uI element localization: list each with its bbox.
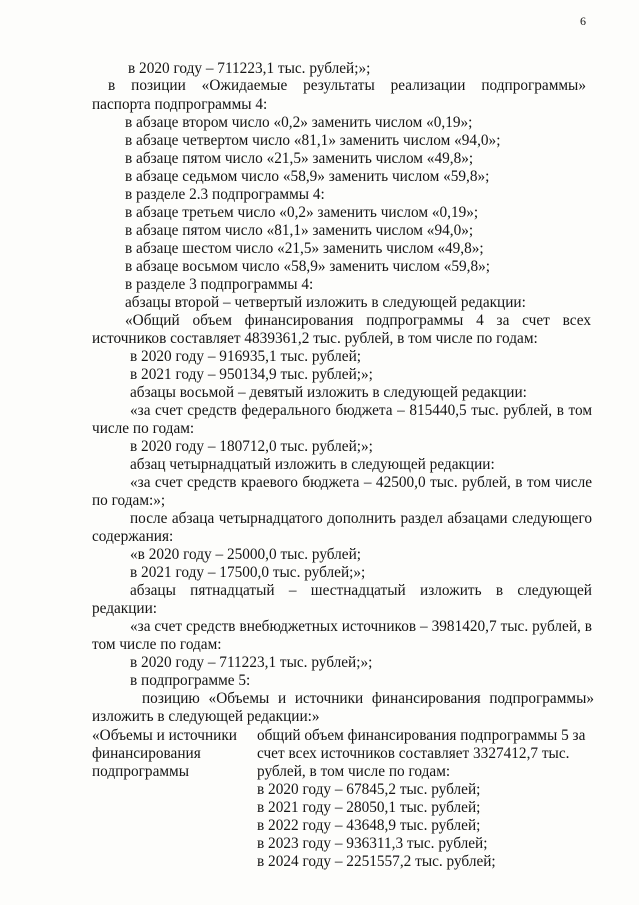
text-line: абзац четырнадцатый изложить в следующей редакции:	[130, 456, 495, 473]
text-line: в абзаце восьмом число «58,9» заменить числом «59,8»;	[125, 258, 491, 275]
text-line: в 2020 году – 180712,0 тыс. рублей;»;	[130, 438, 373, 455]
page-number: 6	[580, 14, 586, 28]
text-line: «Общий объем финансирования подпрограммы 4 за счет всех	[125, 312, 591, 329]
table-value: в 2024 году – 2251557,2 тыс. рублей;	[257, 853, 496, 870]
text-line: после абзаца четырнадцатого дополнить раздел абзацами следующего	[130, 510, 592, 527]
text-line: числе по годам:	[92, 420, 195, 437]
text-line: в 2021 году – 950134,9 тыс. рублей;»;	[130, 366, 373, 383]
text-line: по годам:»;	[92, 492, 166, 509]
text-line: абзацы второй – четвертый изложить в следующей редакции:	[125, 294, 526, 311]
text-line: в 2020 году – 711223,1 тыс. рублей;»;	[130, 654, 373, 671]
text-line: в 2020 году – 711223,1 тыс. рублей;»;	[128, 60, 371, 77]
text-line: в абзаце втором число «0,2» заменить числом «0,19»;	[125, 114, 473, 131]
table-value: общий объем финансирования подпрограммы 5 за	[257, 727, 586, 744]
text-line: в 2021 году – 17500,0 тыс. рублей;»;	[130, 564, 366, 581]
text-line: в разделе 2.3 подпрограммы 4:	[125, 186, 325, 203]
text-line: в абзаце седьмом число «58,9» заменить числом «59,8»;	[125, 168, 490, 185]
text-line: «в 2020 году – 25000,0 тыс. рублей;	[130, 546, 362, 563]
table-value: в 2023 году – 936311,3 тыс. рублей;	[257, 835, 488, 852]
table-value: в 2021 году – 28050,1 тыс. рублей;	[257, 799, 481, 816]
table-label: подпрограммы	[92, 763, 190, 780]
text-line: в 2020 году – 916935,1 тыс. рублей;	[130, 348, 362, 365]
text-line: в абзаце пятом число «81,1» заменить числом «94,0»;	[125, 222, 474, 239]
table-value: рублей, в том числе по годам:	[257, 763, 451, 780]
text-line: паспорта подпрограммы 4:	[92, 96, 268, 113]
table-value: счет всех источников составляет 3327412,7 тыс.	[257, 745, 570, 762]
text-line: «за счет средств внебюджетных источников – 3981420,7 тыс. рублей, в	[130, 618, 592, 635]
text-line: в абзаце пятом число «21,5» заменить числом «49,8»;	[125, 150, 474, 167]
text-line: в абзаце четвертом число «81,1» заменить числом «94,0»;	[125, 132, 501, 149]
text-line: «за счет средств краевого бюджета – 42500,0 тыс. рублей, в том числе	[130, 474, 592, 491]
text-line: содержания:	[92, 528, 174, 545]
text-line: изложить в следующей редакции:»	[92, 708, 320, 725]
text-line: абзацы восьмой – девятый изложить в следующей редакции:	[130, 384, 527, 401]
text-line: в разделе 3 подпрограммы 4:	[125, 276, 314, 293]
text-line: «за счет средств федерального бюджета – 815440,5 тыс. рублей, в том	[130, 402, 592, 419]
text-line: редакции:	[92, 600, 158, 617]
text-line: в абзаце шестом число «21,5» заменить числом «49,8»;	[125, 240, 484, 257]
text-line: в подпрограмме 5:	[130, 672, 251, 689]
text-line: источников составляет 4839361,2 тыс. рублей, в том числе по годам:	[92, 330, 538, 347]
text-line: в абзаце третьем число «0,2» заменить числом «0,19»;	[125, 204, 479, 221]
table-label: «Объемы и источники	[92, 727, 237, 744]
table-label: финансирования	[92, 745, 201, 762]
text-line: том числе по годам:	[92, 636, 222, 653]
text-line: абзацы пятнадцатый – шестнадцатый изложить в следующей	[130, 582, 592, 599]
text-line: в позиции «Ожидаемые результаты реализации подпрограммы»	[108, 77, 586, 94]
table-value: в 2022 году – 43648,9 тыс. рублей;	[257, 817, 481, 834]
table-value: в 2020 году – 67845,2 тыс. рублей;	[257, 781, 481, 798]
text-line: позицию «Объемы и источники финансирования подпрограммы»	[142, 690, 594, 707]
